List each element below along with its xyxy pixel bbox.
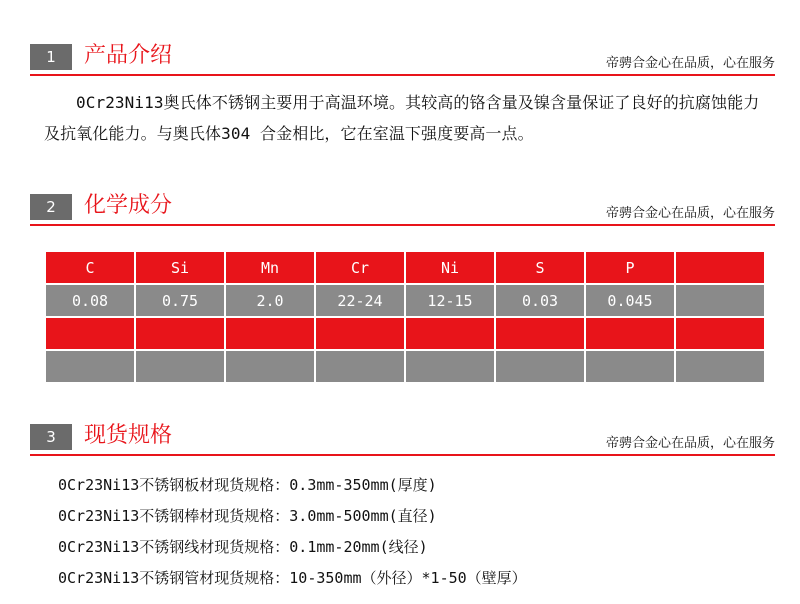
empty-cell xyxy=(586,318,674,349)
header-cell-mn: Mn xyxy=(226,252,314,283)
section-number: 2 xyxy=(30,194,72,220)
empty-cell xyxy=(226,351,314,382)
spec-list xyxy=(58,470,527,594)
empty-cell xyxy=(496,351,584,382)
table-row-empty-red xyxy=(46,318,764,349)
empty-cell xyxy=(136,318,224,349)
header-cell-cr: Cr xyxy=(316,252,404,283)
header-cell-s: S xyxy=(496,252,584,283)
section-title: 现货规格 xyxy=(84,423,173,448)
list-item: 0Cr23Ni13不锈钢管材现货规格：10-350mm（外径）*1-50（壁厚） xyxy=(58,569,527,587)
empty-cell xyxy=(676,351,764,382)
section-header-intro xyxy=(30,40,775,74)
list-item: 0Cr23Ni13不锈钢板材现货规格：0.3mm-350mm(厚度) xyxy=(58,476,437,494)
header-cell-empty xyxy=(676,252,764,283)
value-cell-p: 0.045 xyxy=(586,285,674,316)
empty-cell xyxy=(316,318,404,349)
value-cell-ni: 12-15 xyxy=(406,285,494,316)
empty-cell xyxy=(586,351,674,382)
section-header-specs xyxy=(30,420,775,454)
table-header-row xyxy=(46,252,764,283)
value-cell-si: 0.75 xyxy=(136,285,224,316)
empty-cell xyxy=(316,351,404,382)
empty-cell xyxy=(676,318,764,349)
empty-cell xyxy=(136,351,224,382)
slogan: 帝骋合金心在品质，心在服务 xyxy=(605,436,775,451)
section-header-chemistry xyxy=(30,190,775,224)
value-cell-empty xyxy=(676,285,764,316)
header-cell-si: Si xyxy=(136,252,224,283)
section-divider xyxy=(30,74,775,76)
value-cell-mn: 2.0 xyxy=(226,285,314,316)
header-cell-p: P xyxy=(586,252,674,283)
section-title: 化学成分 xyxy=(84,193,173,218)
empty-cell xyxy=(226,318,314,349)
empty-cell xyxy=(46,351,134,382)
value-cell-s: 0.03 xyxy=(496,285,584,316)
table-row-values xyxy=(46,285,764,316)
section-divider xyxy=(30,224,775,226)
slogan: 帝骋合金心在品质，心在服务 xyxy=(605,56,775,71)
section-number: 1 xyxy=(30,44,72,70)
empty-cell xyxy=(496,318,584,349)
header-cell-c: C xyxy=(46,252,134,283)
empty-cell xyxy=(46,318,134,349)
slogan: 帝骋合金心在品质，心在服务 xyxy=(605,206,775,221)
section-number: 3 xyxy=(30,424,72,450)
value-cell-c: 0.08 xyxy=(46,285,134,316)
section-title: 产品介绍 xyxy=(84,43,173,68)
section-divider xyxy=(30,454,775,456)
header-cell-ni: Ni xyxy=(406,252,494,283)
empty-cell xyxy=(406,318,494,349)
value-cell-cr: 22-24 xyxy=(316,285,404,316)
list-item: 0Cr23Ni13不锈钢棒材现货规格：3.0mm-500mm(直径) xyxy=(58,507,437,525)
empty-cell xyxy=(406,351,494,382)
list-item: 0Cr23Ni13不锈钢线材现货规格：0.1mm-20mm(线径) xyxy=(58,538,428,556)
intro-paragraph: 0Cr23Ni13奥氏体不锈钢主要用于高温环境。其较高的铬含量及镍含量保证了良好的抗腐蚀能力及抗氧化能力。与奥氏体304 合金相比，它在室温下强度要高一点。 xyxy=(44,93,760,143)
table-row-empty-gray xyxy=(46,351,764,382)
chemical-composition-table xyxy=(44,250,766,384)
